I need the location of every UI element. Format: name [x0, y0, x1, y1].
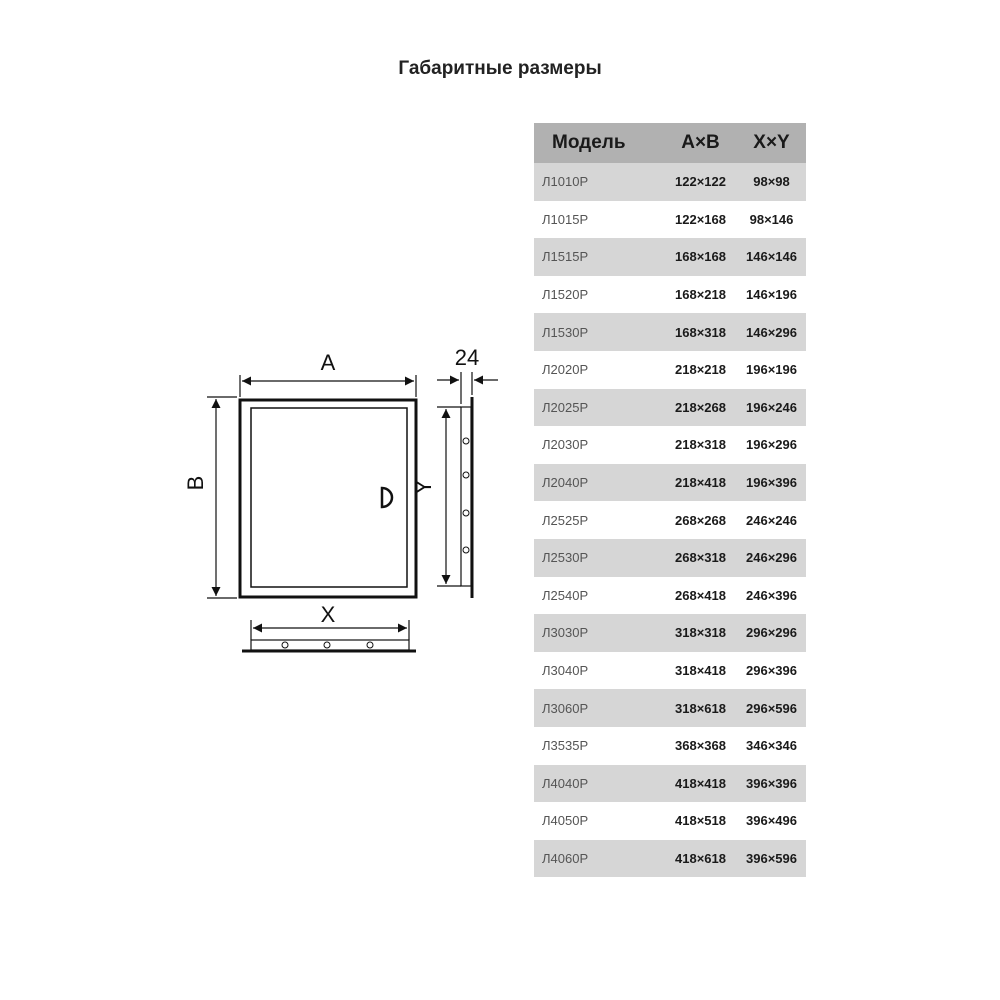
cell-model: Л1530Р: [534, 313, 664, 351]
dimension-x-label: X: [320, 602, 336, 627]
cell-xy: 296×396: [746, 663, 797, 679]
cell-xy: 246×246: [746, 512, 797, 528]
cell-model: Л1010Р: [534, 163, 664, 201]
sizes-table-header: [534, 123, 806, 163]
cell-xy: 196×196: [746, 362, 797, 378]
cell-xy: 396×596: [737, 840, 806, 878]
cell-model: Л2025Р: [534, 389, 664, 427]
dimension-depth-label: 24: [454, 345, 480, 370]
cell-ab: 418×418: [664, 765, 737, 803]
cell-model: Л2020Р: [542, 362, 589, 378]
cell-xy: 98×146: [749, 211, 794, 227]
table-row: [534, 689, 806, 727]
cell-xy: 346×346: [746, 738, 797, 754]
cell-ab: 268×318: [664, 539, 737, 577]
table-row: [534, 351, 806, 389]
cell-ab: 318×418: [675, 663, 726, 679]
cell-model: Л3040Р: [542, 663, 589, 679]
header-ab: A×B: [664, 123, 737, 163]
cell-xy: 146×146: [737, 238, 806, 276]
cell-xy: 396×496: [746, 813, 797, 829]
cell-xy: 146×196: [746, 287, 797, 303]
table-row: [534, 163, 806, 201]
table-row: [534, 276, 806, 314]
header-xy: X×Y: [737, 123, 806, 163]
dimension-a: [240, 350, 416, 397]
table-row: [534, 238, 806, 276]
table-row: [534, 464, 806, 502]
cell-xy: 396×396: [737, 765, 806, 803]
cell-xy: 146×296: [737, 313, 806, 351]
hatch-side-view: [461, 397, 472, 598]
cell-ab: 168×168: [664, 238, 737, 276]
table-row: [534, 577, 806, 615]
cell-ab: 318×318: [664, 614, 737, 652]
table-row: [534, 201, 806, 239]
table-row: [534, 727, 806, 765]
cell-ab: 218×218: [675, 362, 726, 378]
table-row: [534, 614, 806, 652]
cell-xy: 246×296: [737, 539, 806, 577]
cell-model: Л3030Р: [534, 614, 664, 652]
dimension-depth: [437, 345, 498, 404]
table-row: [534, 389, 806, 427]
cell-ab: 368×368: [675, 738, 726, 754]
table-row: [534, 539, 806, 577]
dimension-y: [411, 407, 461, 586]
dimension-x: [251, 602, 409, 640]
dimension-y-label: Y: [411, 479, 436, 495]
table-row: [534, 765, 806, 803]
cell-xy: 196×396: [737, 464, 806, 502]
cell-model: Л2540Р: [542, 587, 589, 603]
cell-model: Л4060Р: [534, 840, 664, 878]
cell-ab: 218×318: [675, 437, 726, 453]
cell-model: Л2040Р: [534, 464, 664, 502]
cell-model: Л2530Р: [534, 539, 664, 577]
dimension-a-label: A: [320, 350, 336, 375]
cell-ab: 268×268: [675, 512, 726, 528]
page-title: Габаритные размеры: [398, 58, 602, 79]
cell-xy: 246×396: [746, 587, 797, 603]
table-row: [534, 802, 806, 840]
cell-xy: 196×246: [737, 389, 806, 427]
cell-model: Л2030Р: [542, 437, 589, 453]
cell-ab: 168×218: [675, 287, 726, 303]
table-row: [534, 313, 806, 351]
cell-model: Л1515Р: [534, 238, 664, 276]
cell-model: Л3535Р: [542, 738, 589, 754]
sizes-table-body: [534, 163, 806, 877]
cell-ab: 418×518: [675, 813, 726, 829]
cell-ab: 318×618: [664, 689, 737, 727]
table-row: [534, 426, 806, 464]
cell-xy: 296×596: [737, 689, 806, 727]
dimension-b-label: B: [183, 475, 208, 491]
cell-ab: 122×168: [675, 211, 726, 227]
dimension-b: [183, 397, 237, 598]
cell-model: Л4050Р: [542, 813, 589, 829]
cell-ab: 218×268: [664, 389, 737, 427]
table-row: [534, 501, 806, 539]
cell-ab: 218×418: [664, 464, 737, 502]
cell-model: Л4040Р: [534, 765, 664, 803]
cell-model: Л2525Р: [542, 512, 589, 528]
hatch-front-view: [240, 400, 416, 597]
cell-model: Л1015Р: [542, 211, 589, 227]
cell-model: Л1520Р: [542, 287, 589, 303]
cell-ab: 122×122: [664, 163, 737, 201]
cell-xy: 296×296: [737, 614, 806, 652]
cell-xy: 98×98: [737, 163, 806, 201]
table-row: [534, 840, 806, 878]
cell-model: Л3060Р: [534, 689, 664, 727]
cell-ab: 268×418: [675, 587, 726, 603]
header-model: Модель: [534, 123, 664, 163]
table-row: [534, 652, 806, 690]
cell-ab: 168×318: [664, 313, 737, 351]
hatch-bottom-view: [242, 640, 416, 651]
sizes-table: [534, 123, 806, 877]
cell-ab: 418×618: [664, 840, 737, 878]
cell-xy: 196×296: [746, 437, 797, 453]
lock-icon: [382, 488, 392, 507]
